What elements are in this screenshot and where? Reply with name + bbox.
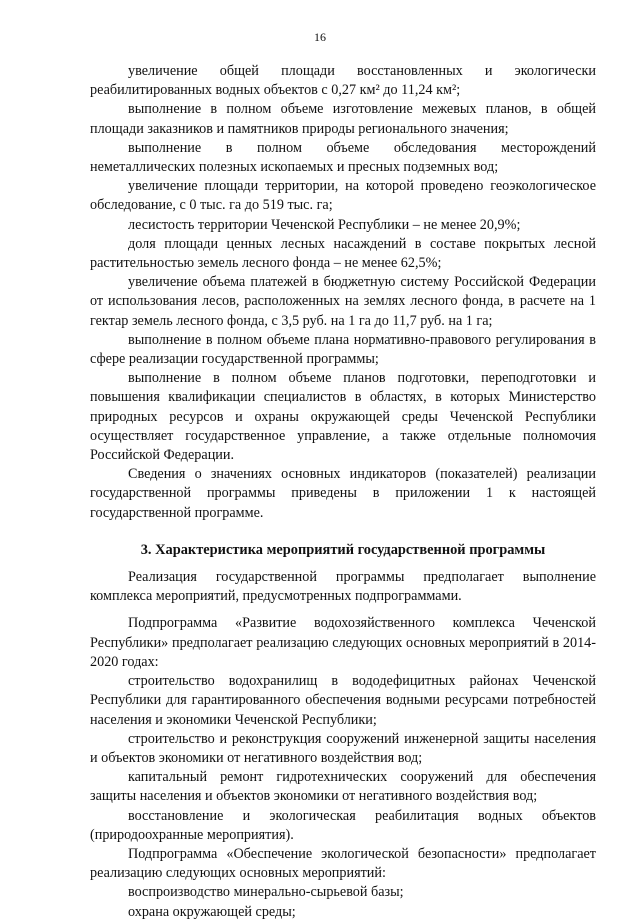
subprogram-item: капитальный ремонт гидротехнических сооружений для обеспечения защиты населения и объектов экономики от негативного воздействия вод;	[90, 769, 596, 805]
indicator-item: выполнение в полном объеме плана нормативно-правового регулирования в сфере реализации государственной программы;	[90, 331, 596, 368]
subprogram-intro: Подпрограмма «Развитие водохозяйственного комплекса Чеченской Республики» предполагает реализацию следующих основных мероприятий в 2014-2020 годах:	[90, 615, 596, 670]
document-body	[90, 62, 596, 922]
indicator-item: увеличение объема платежей в бюджетную систему Российской Федерации от использования лесов, расположенных на землях лесного фонда, в расчете на 1 гектар земель лесного фонда, с 3,5 руб. на 1 га до 11,7 руб. на 1 га;	[90, 274, 596, 329]
indicators-summary: Сведения о значениях основных индикаторов (показателей) реализации государственной программы приведены в приложении 1 к настоящей государственной программе.	[90, 466, 596, 521]
subprogram-item: строительство и реконструкция сооружений инженерной защиты населения и объектов экономики от негативного воздействия вод;	[90, 730, 596, 766]
indicator-item: выполнение в полном объеме планов подготовки, переподготовки и повышения квалификации специалистов в областях, в которых Министерство природных ресурсов и охраны окружающей среды Чеченской Республики осуществляет государственное управление, а также отдельные полномочия Российской Федерации.	[90, 370, 596, 464]
subprogram-item: воспроизводство минерально-сырьевой базы;	[128, 884, 404, 901]
indicator-item: увеличение площади территории, на которой проведено геоэкологическое обследование, с 0 тыс. га до 519 тыс. га;	[90, 178, 596, 214]
subprogram-item: охрана окружающей среды;	[128, 903, 296, 920]
section-heading: 3. Характеристика мероприятий государственной программы	[140, 541, 546, 558]
section-intro: Реализация государственной программы предполагает выполнение комплекса мероприятий, предусмотренных подпрограммами.	[90, 569, 596, 605]
subprogram-item: строительство водохранилищ в вододефицитных районах Чеченской Республики для гарантированного обеспечения водными ресурсами потребностей населения и экономики Чеченской Республики;	[90, 673, 596, 728]
indicator-item: доля площади ценных лесных насаждений в составе покрытых лесной растительностью земель лесного фонда – не менее 62,5%;	[90, 235, 596, 272]
indicator-item: увеличение общей площади восстановленных и экологически реабилитированных водных объектов с 0,27 км² до 11,24 км²;	[90, 63, 596, 99]
page-number: 16	[314, 30, 326, 44]
subprogram-intro: Подпрограмма «Обеспечение экологической безопасности» предполагает реализацию следующих основных мероприятий:	[90, 845, 596, 882]
indicator-item: выполнение в полном объеме изготовление межевых планов, в общей площади заказников и памятников природы регионального значения;	[90, 101, 596, 137]
subprogram-item: восстановление и экологическая реабилитация водных объектов (природоохранные мероприятия).	[90, 807, 596, 843]
indicator-item: лесистость территории Чеченской Республики – не менее 20,9%;	[128, 216, 521, 233]
indicator-item: выполнение в полном объеме обследования месторождений неметаллических полезных ископаемых и пресных подземных вод;	[90, 139, 596, 176]
